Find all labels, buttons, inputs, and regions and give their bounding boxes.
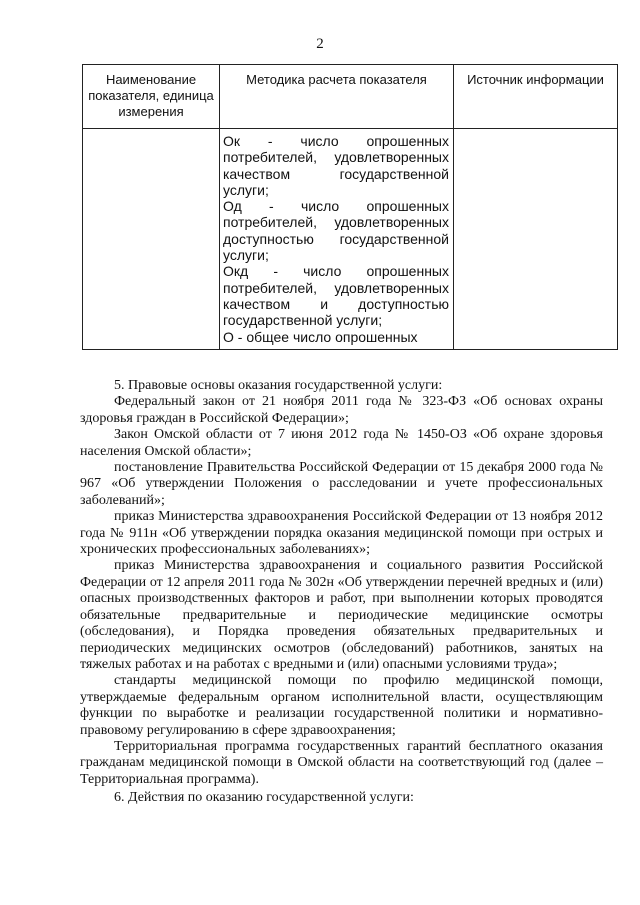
cell-calculation-method bbox=[220, 129, 454, 350]
paragraph-government-resolution: постановление Правительства Российской Федерации от 15 декабря 2000 года № 967 «Об утверждении Положения о расследовании и учете профессиональных заболеваний»; bbox=[80, 460, 603, 508]
paragraph-federal-law: Федеральный закон от 21 ноября 2011 года № 323-ФЗ «Об основах охраны здоровья граждан в Российской Федерации»; bbox=[80, 394, 603, 426]
header-information-source: Источник информации bbox=[454, 65, 618, 129]
paragraph-medical-standards: стандарты медицинской помощи по профилю медицинской помощи, утверждаемые федеральным органом исполнительной власти, осуществляющим функции по выработке и реализации государственной политики и нормативно-правовому регулированию в сфере здравоохранения; bbox=[80, 673, 603, 738]
header-indicator-name: Наименование показателя, единица измерения bbox=[83, 65, 220, 129]
paragraph-omsk-law: Закон Омской области от 7 июня 2012 года № 1450-ОЗ «Об охране здоровья населения Омской области»; bbox=[80, 427, 603, 459]
paragraph-territorial-program: Территориальная программа государственных гарантий бесплатного оказания гражданам медицинской помощи в Омской области на соответствующий год (далее – Территориальная программа). bbox=[80, 738, 603, 787]
cell-indicator-name bbox=[83, 129, 220, 350]
paragraph-order-302n: приказ Министерства здравоохранения и социального развития Российской Федерации от 12 апреля 2011 года № 302н «Об утверждении перечней вредных и (или) опасных производственных факторов и работ, при выполнении которых проводятся обязательные предварительные и периодические медицинские осмотры (обследования), и Порядка проведения обязательных предварительных и периодических медицинских осмотров (обследований) работников, занятых на тяжелых работах и на работах с вредными и (или) опасными условиями труда»; bbox=[80, 558, 603, 672]
section-5-heading: 5. Правовые основы оказания государственной услуги: bbox=[114, 378, 443, 393]
cell-information-source bbox=[454, 129, 618, 350]
indicators-table bbox=[82, 64, 618, 350]
section-6-heading: 6. Действия по оказанию государственной услуги: bbox=[114, 790, 414, 806]
method-line-okd: Окд - число опрошенных потребителей, удовлетворенных качеством и доступностью государственной услуги; bbox=[223, 263, 449, 329]
header-calculation-method: Методика расчета показателя bbox=[220, 65, 454, 129]
table-header-row bbox=[83, 65, 618, 129]
method-line-od: Од - число опрошенных потребителей, удовлетворенных доступностью государственной услуги; bbox=[223, 198, 449, 264]
body-text bbox=[80, 378, 603, 807]
method-line-o: О - общее число опрошенных bbox=[223, 328, 418, 345]
method-line-ok: Ок - число опрошенных потребителей, удовлетворенных качеством государственной услуги; bbox=[223, 133, 449, 198]
table-row bbox=[83, 129, 618, 350]
paragraph-order-911n: приказ Министерства здравоохранения Российской Федерации от 13 ноября 2012 года № 911н «Об утверждении порядка оказания медицинской помощи при острых и хронических профессиональных заболеваниях»; bbox=[80, 509, 603, 558]
page-number: 2 bbox=[316, 36, 324, 52]
